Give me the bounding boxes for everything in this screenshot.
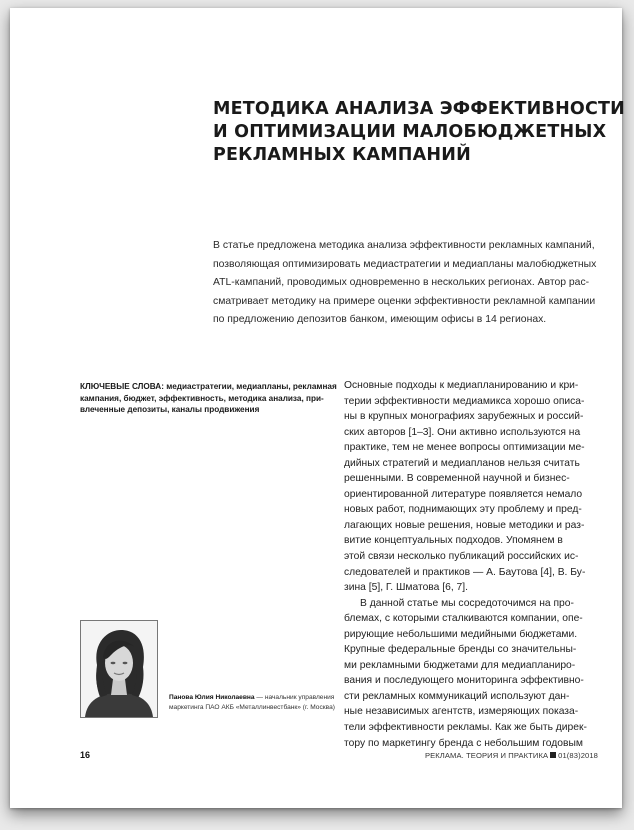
article-title [213, 98, 626, 167]
body-line: ны в крупных монографиях зарубежных и россий- [344, 411, 584, 423]
title-line: РЕКЛАМНЫХ КАМПАНИЙ [213, 145, 471, 165]
abstract-line: ATL-кампаний, проводимых одновременно в нескольких регионах. Автор рас- [213, 277, 590, 289]
body-line: лагающих новые решения, новые методики и раз- [344, 519, 585, 531]
body-line: Основные подходы к медиапланированию и кри- [344, 380, 579, 391]
body-line: следователей и практиков — А. Баутова [4], В. Бу- [344, 566, 586, 578]
journal-issue: 01(83)2018 [558, 751, 598, 760]
body-line: новых работ, поднимающих эту проблему и пред- [344, 504, 582, 516]
author-name: Панова Юлия Николаевна [169, 694, 255, 701]
body-line: этой связи несколько публикаций российских ис- [344, 551, 579, 563]
abstract-line: позволяющая оптимизировать медиастратегии и медиапланы малобюджетных [213, 258, 597, 270]
body-line: рирующие небольшими медийными бюджетами. [344, 628, 578, 640]
author-portrait-image [81, 621, 157, 717]
abstract-line: В статье предложена методика анализа эффективности рекламных кампаний, [213, 240, 595, 251]
author-affiliation: маркетинга ПАО АКБ «Металлинвестбанк» (г. Москва) [169, 704, 335, 712]
article-abstract [213, 237, 596, 330]
body-line: тели эффективности рекламы. Как же быть дирек- [344, 722, 587, 734]
abstract-line: по предложению депозитов банком, имеющим офисы в 14 регионах. [213, 314, 547, 326]
keywords-line: кампания, бюджет, эффективность, методика анализа, при- [80, 393, 324, 403]
body-column [344, 378, 596, 751]
keywords-line: влеченные депозиты, каналы продвижения [80, 405, 260, 415]
body-line: витие концептуальных подходов. Упомянем в [344, 535, 563, 547]
body-line: блемах, с которыми сталкиваются компании, опе- [344, 613, 583, 625]
abstract-line: сматривает методику на примере оценки эффективности рекламной кампании [213, 295, 596, 307]
body-line: ные независимых агентств, измеряющих показа- [344, 706, 579, 718]
body-line: Крупные федеральные бренды со значительны- [344, 644, 577, 656]
journal-footer [425, 751, 598, 760]
body-line: тору по маркетингу бренда с небольшим годовым [344, 737, 583, 749]
journal-name: РЕКЛАМА. ТЕОРИЯ И ПРАКТИКА [424, 751, 549, 760]
body-line: вания и последующего мониторинга эффективно- [344, 675, 584, 687]
body-line: ми рекламными бюджетами для медиапланиро- [344, 659, 576, 671]
body-line: В данной статье мы сосредоточимся на про- [360, 597, 574, 609]
body-line: решенными. В современной научной и бизнес- [344, 473, 570, 485]
body-line: зина [5], Г. Шматова [6, 7]. [344, 582, 468, 594]
page-number: 16 [80, 750, 91, 760]
keywords-block [80, 381, 337, 416]
author-photo [80, 620, 158, 718]
body-line: ориентированной литературе появляется немало [344, 488, 583, 500]
author-info [169, 693, 339, 713]
body-line: дийных стратегий и медиапланов нельзя считать [344, 457, 580, 469]
body-line: сти рекламных коммуникаций используют дан- [344, 690, 570, 702]
keywords-line: КЛЮЧЕВЫЕ СЛОВА: медиастратегии, медиапланы, рекламная [80, 382, 337, 391]
body-line: практике, тем не менее вопросы оптимизации ме- [344, 442, 585, 454]
body-line: ских авторов [1–3]. Они активно используются на [344, 426, 581, 438]
author-line [169, 693, 339, 703]
body-line: терии эффективности медиамикса хорошо описа- [344, 395, 585, 407]
square-bullet-icon [550, 752, 556, 758]
journal-page [10, 8, 626, 808]
title-line: МЕТОДИКА АНАЛИЗА ЭФФЕКТИВНОСТИ [213, 99, 626, 119]
title-line: И ОПТИМИЗАЦИИ МАЛОБЮДЖЕТНЫХ [213, 122, 607, 142]
author-position: — начальник управления [254, 694, 335, 701]
